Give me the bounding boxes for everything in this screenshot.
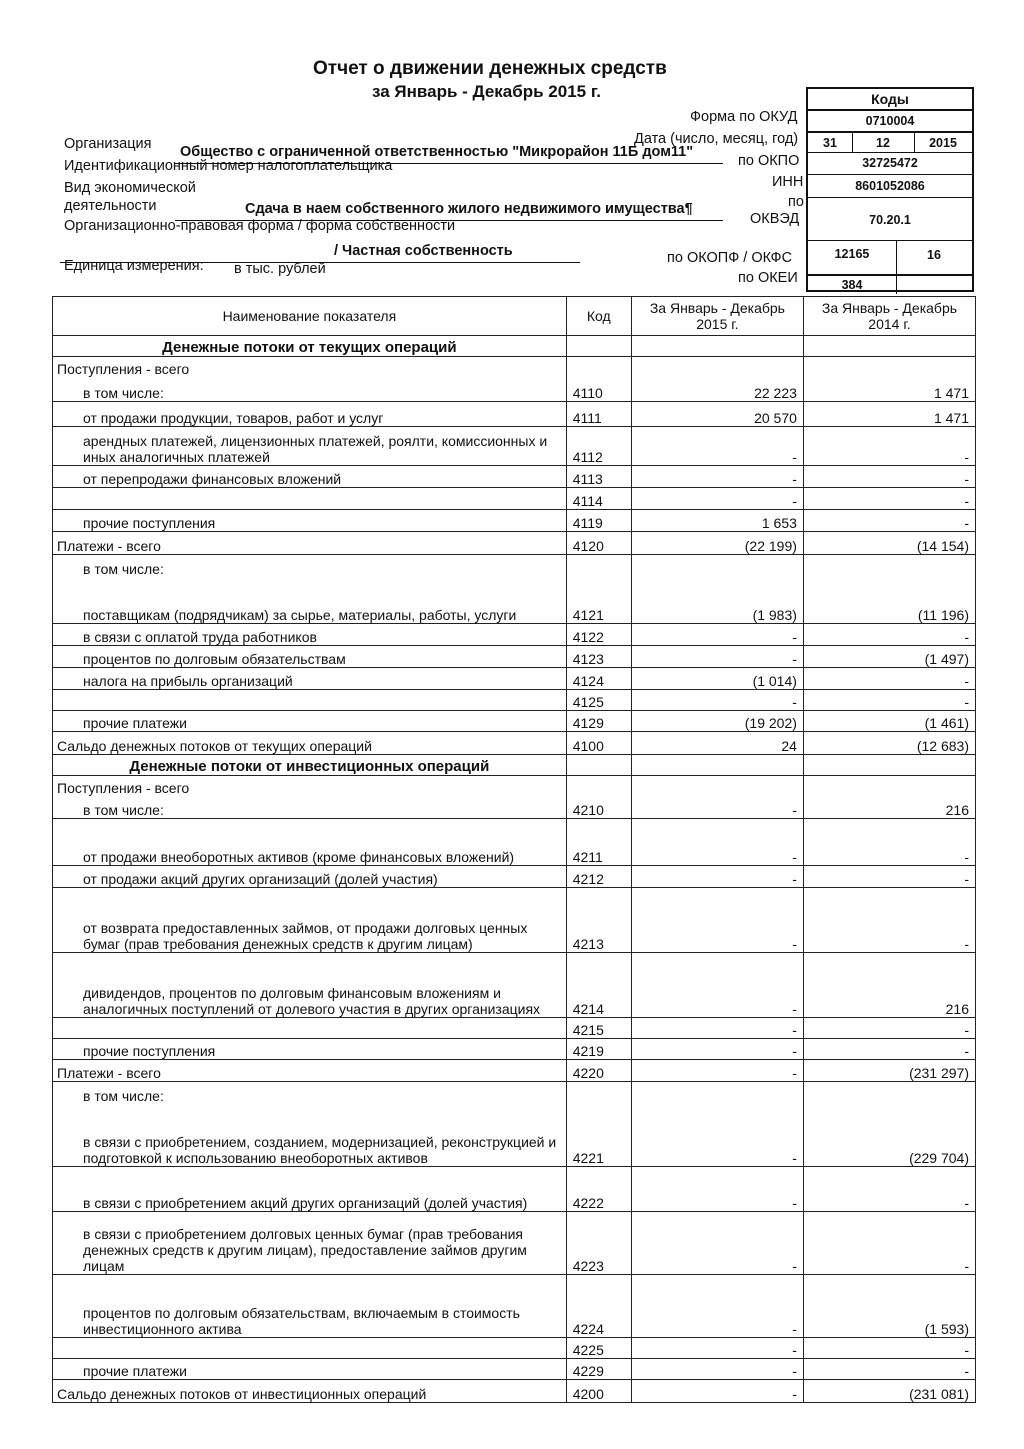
section-code-cell xyxy=(566,755,631,776)
row-value-2014: - xyxy=(803,427,975,466)
row-value-2014: (1 461) xyxy=(803,711,975,732)
row-name xyxy=(53,690,567,711)
row-code: 4121 xyxy=(566,577,631,624)
activity-label-1: Вид экономической xyxy=(64,180,196,196)
row-value-2015: - xyxy=(631,646,803,668)
row-value-2015 xyxy=(631,776,803,797)
row-code: 4124 xyxy=(566,668,631,690)
row-value-2015: - xyxy=(631,819,803,866)
table-row xyxy=(53,732,976,755)
row-code: 4111 xyxy=(566,402,631,427)
section-title: Денежные потоки от инвестиционных операций xyxy=(53,755,567,776)
row-name: процентов по долговым обязательствам xyxy=(53,646,567,668)
table-row xyxy=(53,796,976,819)
row-code: 4215 xyxy=(566,1018,631,1039)
row-value-2015: - xyxy=(631,953,803,1018)
row-value-2014: (1 593) xyxy=(803,1275,975,1338)
row-value-2015: 20 570 xyxy=(631,402,803,427)
row-name: Платежи - всего xyxy=(53,532,567,555)
section-value-cell xyxy=(631,336,803,357)
table-row xyxy=(53,1275,976,1338)
okpo-label: по ОКПО xyxy=(738,153,800,169)
row-value-2015: - xyxy=(631,1018,803,1039)
inn-title: Идентификационный номер налогоплательщика xyxy=(64,158,393,174)
codes-header: Коды xyxy=(871,91,909,107)
row-code: 4114 xyxy=(566,488,631,510)
section-value-cell xyxy=(803,336,975,357)
row-value-2015: - xyxy=(631,1167,803,1212)
row-value-2015: (1 014) xyxy=(631,668,803,690)
table-row xyxy=(53,488,976,510)
row-code: 4100 xyxy=(566,732,631,755)
row-value-2014: (231 297) xyxy=(803,1060,975,1082)
row-code xyxy=(566,555,631,578)
row-value-2014: (11 196) xyxy=(803,577,975,624)
row-name xyxy=(53,1018,567,1039)
row-value-2014: - xyxy=(803,690,975,711)
row-code: 4222 xyxy=(566,1167,631,1212)
row-code: 4214 xyxy=(566,953,631,1018)
table-row xyxy=(53,1060,976,1082)
row-name: Сальдо денежных потоков от текущих операций xyxy=(53,732,567,755)
row-value-2014: (229 704) xyxy=(803,1104,975,1167)
row-code: 4219 xyxy=(566,1039,631,1060)
row-code: 4211 xyxy=(566,819,631,866)
code-date-day: 31 xyxy=(808,133,853,153)
row-value-2015: 24 xyxy=(631,732,803,755)
table-row xyxy=(53,427,976,466)
okved-label-2: ОКВЭД xyxy=(750,211,800,227)
code-date-year: 2015 xyxy=(929,136,957,150)
row-value-2014: (231 081) xyxy=(803,1380,975,1403)
row-value-2014 xyxy=(803,1082,975,1105)
table-row xyxy=(53,1380,976,1403)
okopf-label: по ОКОПФ / ОКФС xyxy=(667,250,793,266)
table-row xyxy=(53,466,976,488)
row-code xyxy=(566,1082,631,1105)
row-value-2015: - xyxy=(631,1380,803,1403)
row-value-2014: - xyxy=(803,1039,975,1060)
code-date xyxy=(808,131,972,152)
code-okpo: 32725472 xyxy=(808,152,972,174)
row-name: Поступления - всего xyxy=(53,776,567,797)
row-code: 4120 xyxy=(566,532,631,555)
section-title: Денежные потоки от текущих операций xyxy=(53,336,567,357)
row-name: в связи с приобретением, созданием, модернизацией, реконструкцией и подготовкой к использованию внеоборотных активов xyxy=(53,1104,567,1167)
row-name: от продажи продукции, товаров, работ и услуг xyxy=(53,402,567,427)
row-value-2015: - xyxy=(631,1104,803,1167)
row-name: прочие поступления xyxy=(53,1039,567,1060)
row-value-2015: - xyxy=(631,1359,803,1380)
row-code: 4119 xyxy=(566,510,631,532)
codes-box xyxy=(806,87,974,292)
row-name: дивидендов, процентов по долговым финансовым вложениям и аналогичных поступлений от долевого участия в других организациях xyxy=(53,953,567,1018)
section-value-cell xyxy=(631,755,803,776)
row-code: 4212 xyxy=(566,866,631,888)
row-code: 4123 xyxy=(566,646,631,668)
row-name: от продажи внеоборотных активов (кроме финансовых вложений) xyxy=(53,819,567,866)
row-name: в связи с оплатой труда работников xyxy=(53,624,567,646)
okud-label: Форма по ОКУД xyxy=(690,109,798,125)
row-name: в том числе: xyxy=(53,377,567,402)
table-row xyxy=(53,510,976,532)
code-okud: 0710004 xyxy=(808,109,972,131)
row-name: Поступления - всего xyxy=(53,357,567,378)
row-value-2015: (1 983) xyxy=(631,577,803,624)
row-code: 4125 xyxy=(566,690,631,711)
row-name: налога на прибыль организаций xyxy=(53,668,567,690)
row-name: от перепродажи финансовых вложений xyxy=(53,466,567,488)
row-name: от продажи акций других организаций (долей участия) xyxy=(53,866,567,888)
org-label: Организация xyxy=(64,136,152,152)
row-value-2014: - xyxy=(803,866,975,888)
table-row xyxy=(53,1039,976,1060)
unit-label: Единица измерения: xyxy=(64,258,204,274)
row-name xyxy=(53,1338,567,1359)
row-code: 4122 xyxy=(566,624,631,646)
col-header-code: Код xyxy=(566,297,631,336)
row-name: в связи с приобретением долговых ценных бумаг (прав требования денежных средств к другим лицам), предоставление займов другим лицам xyxy=(53,1212,567,1275)
row-value-2014: - xyxy=(803,1167,975,1212)
row-code: 4112 xyxy=(566,427,631,466)
col-header-2015: За Январь - Декабрь 2015 г. xyxy=(631,297,803,336)
row-code: 4221 xyxy=(566,1104,631,1167)
row-value-2015: (22 199) xyxy=(631,532,803,555)
table-row xyxy=(53,866,976,888)
table-row xyxy=(53,357,976,378)
table-row xyxy=(53,1018,976,1039)
row-name: в том числе: xyxy=(53,1082,567,1105)
legal-form-value: / Частная собственность xyxy=(334,243,513,259)
row-code: 4210 xyxy=(566,796,631,819)
table-row xyxy=(53,690,976,711)
table-row xyxy=(53,776,976,797)
section-header-row xyxy=(53,336,976,357)
row-code: 4225 xyxy=(566,1338,631,1359)
activity-label-2: деятельности xyxy=(64,198,157,214)
row-name: от возврата предоставленных займов, от продажи долговых ценных бумаг (прав требования денежных средств к другим лицам) xyxy=(53,888,567,953)
row-value-2015: - xyxy=(631,888,803,953)
row-value-2014: - xyxy=(803,668,975,690)
table-row xyxy=(53,711,976,732)
row-name: прочие платежи xyxy=(53,1359,567,1380)
row-value-2015: - xyxy=(631,1275,803,1338)
okei-label: по ОКЕИ xyxy=(738,270,798,286)
row-value-2014: - xyxy=(803,488,975,510)
row-value-2015: - xyxy=(631,1039,803,1060)
row-value-2015: - xyxy=(631,624,803,646)
row-value-2015: 22 223 xyxy=(631,377,803,402)
row-code: 4200 xyxy=(566,1380,631,1403)
row-code: 4224 xyxy=(566,1275,631,1338)
unit-value: в тыс. рублей xyxy=(234,261,326,277)
row-code: 4110 xyxy=(566,377,631,402)
code-okopf-okfs xyxy=(808,240,972,274)
table-row xyxy=(53,402,976,427)
code-okei xyxy=(808,274,972,292)
report-title: Отчет о движении денежных средств xyxy=(313,58,667,79)
row-code: 4129 xyxy=(566,711,631,732)
table-row xyxy=(53,646,976,668)
row-code: 4223 xyxy=(566,1212,631,1275)
row-name: Платежи - всего xyxy=(53,1060,567,1082)
row-name: прочие поступления xyxy=(53,510,567,532)
section-code-cell xyxy=(566,336,631,357)
row-value-2014: - xyxy=(803,888,975,953)
row-name: процентов по долговым обязательствам, включаемым в стоимость инвестиционного актива xyxy=(53,1275,567,1338)
table-row xyxy=(53,1104,976,1167)
row-value-2014: (14 154) xyxy=(803,532,975,555)
row-value-2014: - xyxy=(803,1212,975,1275)
table-row xyxy=(53,1338,976,1359)
col-header-name: Наименование показателя xyxy=(53,297,567,336)
code-okved: 70.20.1 xyxy=(808,197,972,240)
row-code xyxy=(566,776,631,797)
table-row xyxy=(53,377,976,402)
row-value-2015: - xyxy=(631,427,803,466)
row-value-2015: (19 202) xyxy=(631,711,803,732)
row-value-2014: - xyxy=(803,510,975,532)
table-row xyxy=(53,532,976,555)
row-value-2014: 216 xyxy=(803,953,975,1018)
row-code: 4113 xyxy=(566,466,631,488)
row-value-2014: - xyxy=(803,624,975,646)
table-header-row xyxy=(53,297,976,336)
code-okopf: 12165 xyxy=(808,241,897,274)
row-value-2015: - xyxy=(631,466,803,488)
row-name: Сальдо денежных потоков от инвестиционных операций xyxy=(53,1380,567,1403)
cash-flow-table xyxy=(52,296,976,1403)
legal-form-label: Организационно-правовая форма / форма собственности xyxy=(64,218,456,234)
table-row xyxy=(53,1167,976,1212)
row-code: 4220 xyxy=(566,1060,631,1082)
row-value-2014: (1 497) xyxy=(803,646,975,668)
row-name: прочие платежи xyxy=(53,711,567,732)
row-code: 4213 xyxy=(566,888,631,953)
table-row xyxy=(53,577,976,624)
row-name xyxy=(53,488,567,510)
section-value-cell xyxy=(803,755,975,776)
row-value-2014: - xyxy=(803,466,975,488)
row-value-2014: 216 xyxy=(803,796,975,819)
code-okfs: 16 xyxy=(927,248,941,262)
org-name: Общество с ограниченной ответственностью "Микрорайон 11Б дом11" xyxy=(180,144,694,160)
activity-value: Сдача в наем собственного жилого недвижимого имущества¶ xyxy=(245,201,693,217)
row-value-2014 xyxy=(803,776,975,797)
inn-label: ИНН xyxy=(772,174,804,190)
table-row xyxy=(53,1212,976,1275)
row-name: в том числе: xyxy=(53,796,567,819)
row-value-2014: - xyxy=(803,819,975,866)
row-value-2015 xyxy=(631,357,803,378)
row-value-2015: - xyxy=(631,1212,803,1275)
report-period: за Январь - Декабрь 2015 г. xyxy=(372,82,601,101)
row-code: 4229 xyxy=(566,1359,631,1380)
row-value-2014: 1 471 xyxy=(803,377,975,402)
table-row xyxy=(53,819,976,866)
row-value-2014 xyxy=(803,357,975,378)
code-inn: 8601052086 xyxy=(808,174,972,197)
col-header-2014: За Январь - Декабрь 2014 г. xyxy=(803,297,975,336)
table-row xyxy=(53,1082,976,1105)
code-date-month: 12 xyxy=(852,133,915,153)
row-value-2014: - xyxy=(803,1359,975,1380)
row-value-2015: 1 653 xyxy=(631,510,803,532)
okved-label-1: по xyxy=(788,194,804,210)
row-name: в том числе: xyxy=(53,555,567,578)
row-value-2014: 1 471 xyxy=(803,402,975,427)
table-row xyxy=(53,555,976,578)
row-value-2014: (12 683) xyxy=(803,732,975,755)
table-row xyxy=(53,953,976,1018)
row-value-2015: - xyxy=(631,796,803,819)
row-name: в связи с приобретением акций других организаций (долей участия) xyxy=(53,1167,567,1212)
row-value-2015: - xyxy=(631,1060,803,1082)
code-okei-value: 384 xyxy=(808,276,897,294)
row-name: арендных платежей, лицензионных платежей, роялти, комиссионных и иных аналогичных платежей xyxy=(53,427,567,466)
section-header-row xyxy=(53,755,976,776)
row-value-2015: - xyxy=(631,866,803,888)
date-label: Дата (число, месяц, год) xyxy=(634,131,799,147)
row-value-2015: - xyxy=(631,488,803,510)
table-row xyxy=(53,888,976,953)
row-value-2014 xyxy=(803,555,975,578)
table-row xyxy=(53,668,976,690)
row-name: поставщикам (подрядчикам) за сырье, материалы, работы, услуги xyxy=(53,577,567,624)
row-value-2015 xyxy=(631,555,803,578)
row-value-2015: - xyxy=(631,1338,803,1359)
row-code xyxy=(566,357,631,378)
row-value-2015 xyxy=(631,1082,803,1105)
row-value-2014: - xyxy=(803,1338,975,1359)
table-row xyxy=(53,1359,976,1380)
row-value-2014: - xyxy=(803,1018,975,1039)
table-row xyxy=(53,624,976,646)
row-value-2015: - xyxy=(631,690,803,711)
